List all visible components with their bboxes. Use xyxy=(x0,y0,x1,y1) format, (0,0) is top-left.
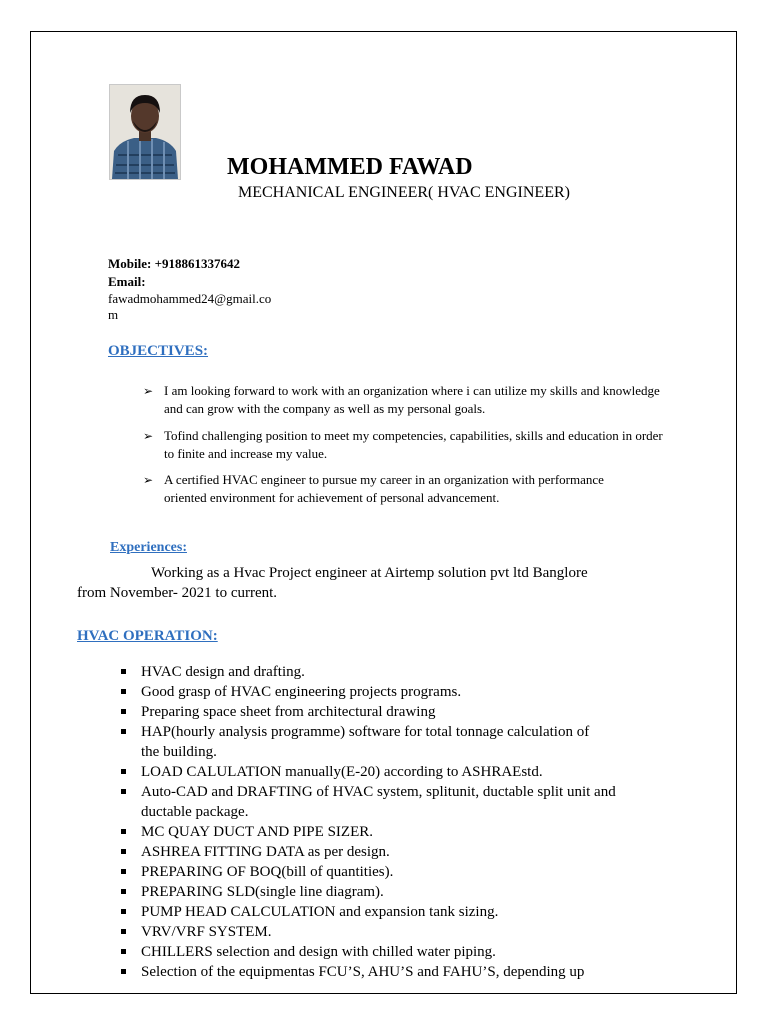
square-bullet-icon xyxy=(121,889,126,894)
square-bullet-icon xyxy=(121,829,126,834)
list-item: HAP(hourly analysis programme) software for total tonnage calculation of the building. xyxy=(118,722,678,762)
mobile-label: Mobile: xyxy=(108,256,152,271)
email-address-continued: m xyxy=(108,307,119,322)
square-bullet-icon xyxy=(121,869,126,874)
person-photo-icon xyxy=(110,85,180,179)
objective-line: and can grow with the company as well as my personal goals. xyxy=(164,401,486,416)
square-bullet-icon xyxy=(121,769,126,774)
mobile-number: +918861337642 xyxy=(154,256,240,271)
list-item: HVAC design and drafting. xyxy=(118,662,678,682)
list-item: VRV/VRF SYSTEM. xyxy=(118,922,678,942)
square-bullet-icon xyxy=(121,929,126,934)
list-item: LOAD CALULATION manually(E-20) according to ASHRAEstd. xyxy=(118,762,678,782)
hvac-operation-list xyxy=(118,662,678,982)
list-item: PUMP HEAD CALCULATION and expansion tank sizing. xyxy=(118,902,678,922)
arrow-bullet-icon: ➢ xyxy=(143,429,154,443)
objective-line: to finite and increase my value. xyxy=(164,446,328,461)
square-bullet-icon xyxy=(121,669,126,674)
experience-line: from November- 2021 to current. xyxy=(77,585,278,601)
objectives-heading: OBJECTIVES: xyxy=(108,343,209,359)
profile-photo xyxy=(109,84,181,180)
list-item: ASHREA FITTING DATA as per design. xyxy=(118,842,678,862)
objective-line: oriented environment for achievement of personal advancement. xyxy=(164,490,500,505)
experiences-heading: Experiences: xyxy=(110,540,187,555)
candidate-name: MOHAMMED FAWAD xyxy=(227,154,473,180)
list-item: MC QUAY DUCT AND PIPE SIZER. xyxy=(118,822,678,842)
list-item: PREPARING SLD(single line diagram). xyxy=(118,882,678,902)
objective-line: A certified HVAC engineer to pursue my career in an organization with performance xyxy=(164,472,604,487)
email-label: Email: xyxy=(108,274,146,289)
square-bullet-icon xyxy=(121,849,126,854)
mobile-line xyxy=(108,256,240,272)
objective-line: I am looking forward to work with an organization where i can utilize my skills and knowledge xyxy=(164,383,660,398)
list-item: Auto-CAD and DRAFTING of HVAC system, splitunit, ductable split unit and ductable package. xyxy=(118,782,678,822)
resume-page xyxy=(30,31,737,994)
list-item: Preparing space sheet from architectural drawing xyxy=(118,702,678,722)
experience-line: Working as a Hvac Project engineer at Airtemp solution pvt ltd Banglore xyxy=(151,565,588,581)
square-bullet-icon xyxy=(121,909,126,914)
square-bullet-icon xyxy=(121,969,126,974)
hvac-operation-heading: HVAC OPERATION: xyxy=(77,628,218,644)
email-address: fawadmohammed24@gmail.co xyxy=(108,291,272,306)
objective-line: Tofind challenging position to meet my competencies, capabilities, skills and education in order xyxy=(164,428,663,443)
arrow-bullet-icon: ➢ xyxy=(143,384,154,398)
list-item: CHILLERS selection and design with chilled water piping. xyxy=(118,942,678,962)
list-item: Selection of the equipmentas FCU’S, AHU’S and FAHU’S, depending up xyxy=(118,962,678,982)
square-bullet-icon xyxy=(121,689,126,694)
list-item: PREPARING OF BOQ(bill of quantities). xyxy=(118,862,678,882)
candidate-title: MECHANICAL ENGINEER( HVAC ENGINEER) xyxy=(238,184,570,201)
square-bullet-icon xyxy=(121,729,126,734)
square-bullet-icon xyxy=(121,709,126,714)
square-bullet-icon xyxy=(121,789,126,794)
list-item: Good grasp of HVAC engineering projects programs. xyxy=(118,682,678,702)
arrow-bullet-icon: ➢ xyxy=(143,473,154,487)
square-bullet-icon xyxy=(121,949,126,954)
